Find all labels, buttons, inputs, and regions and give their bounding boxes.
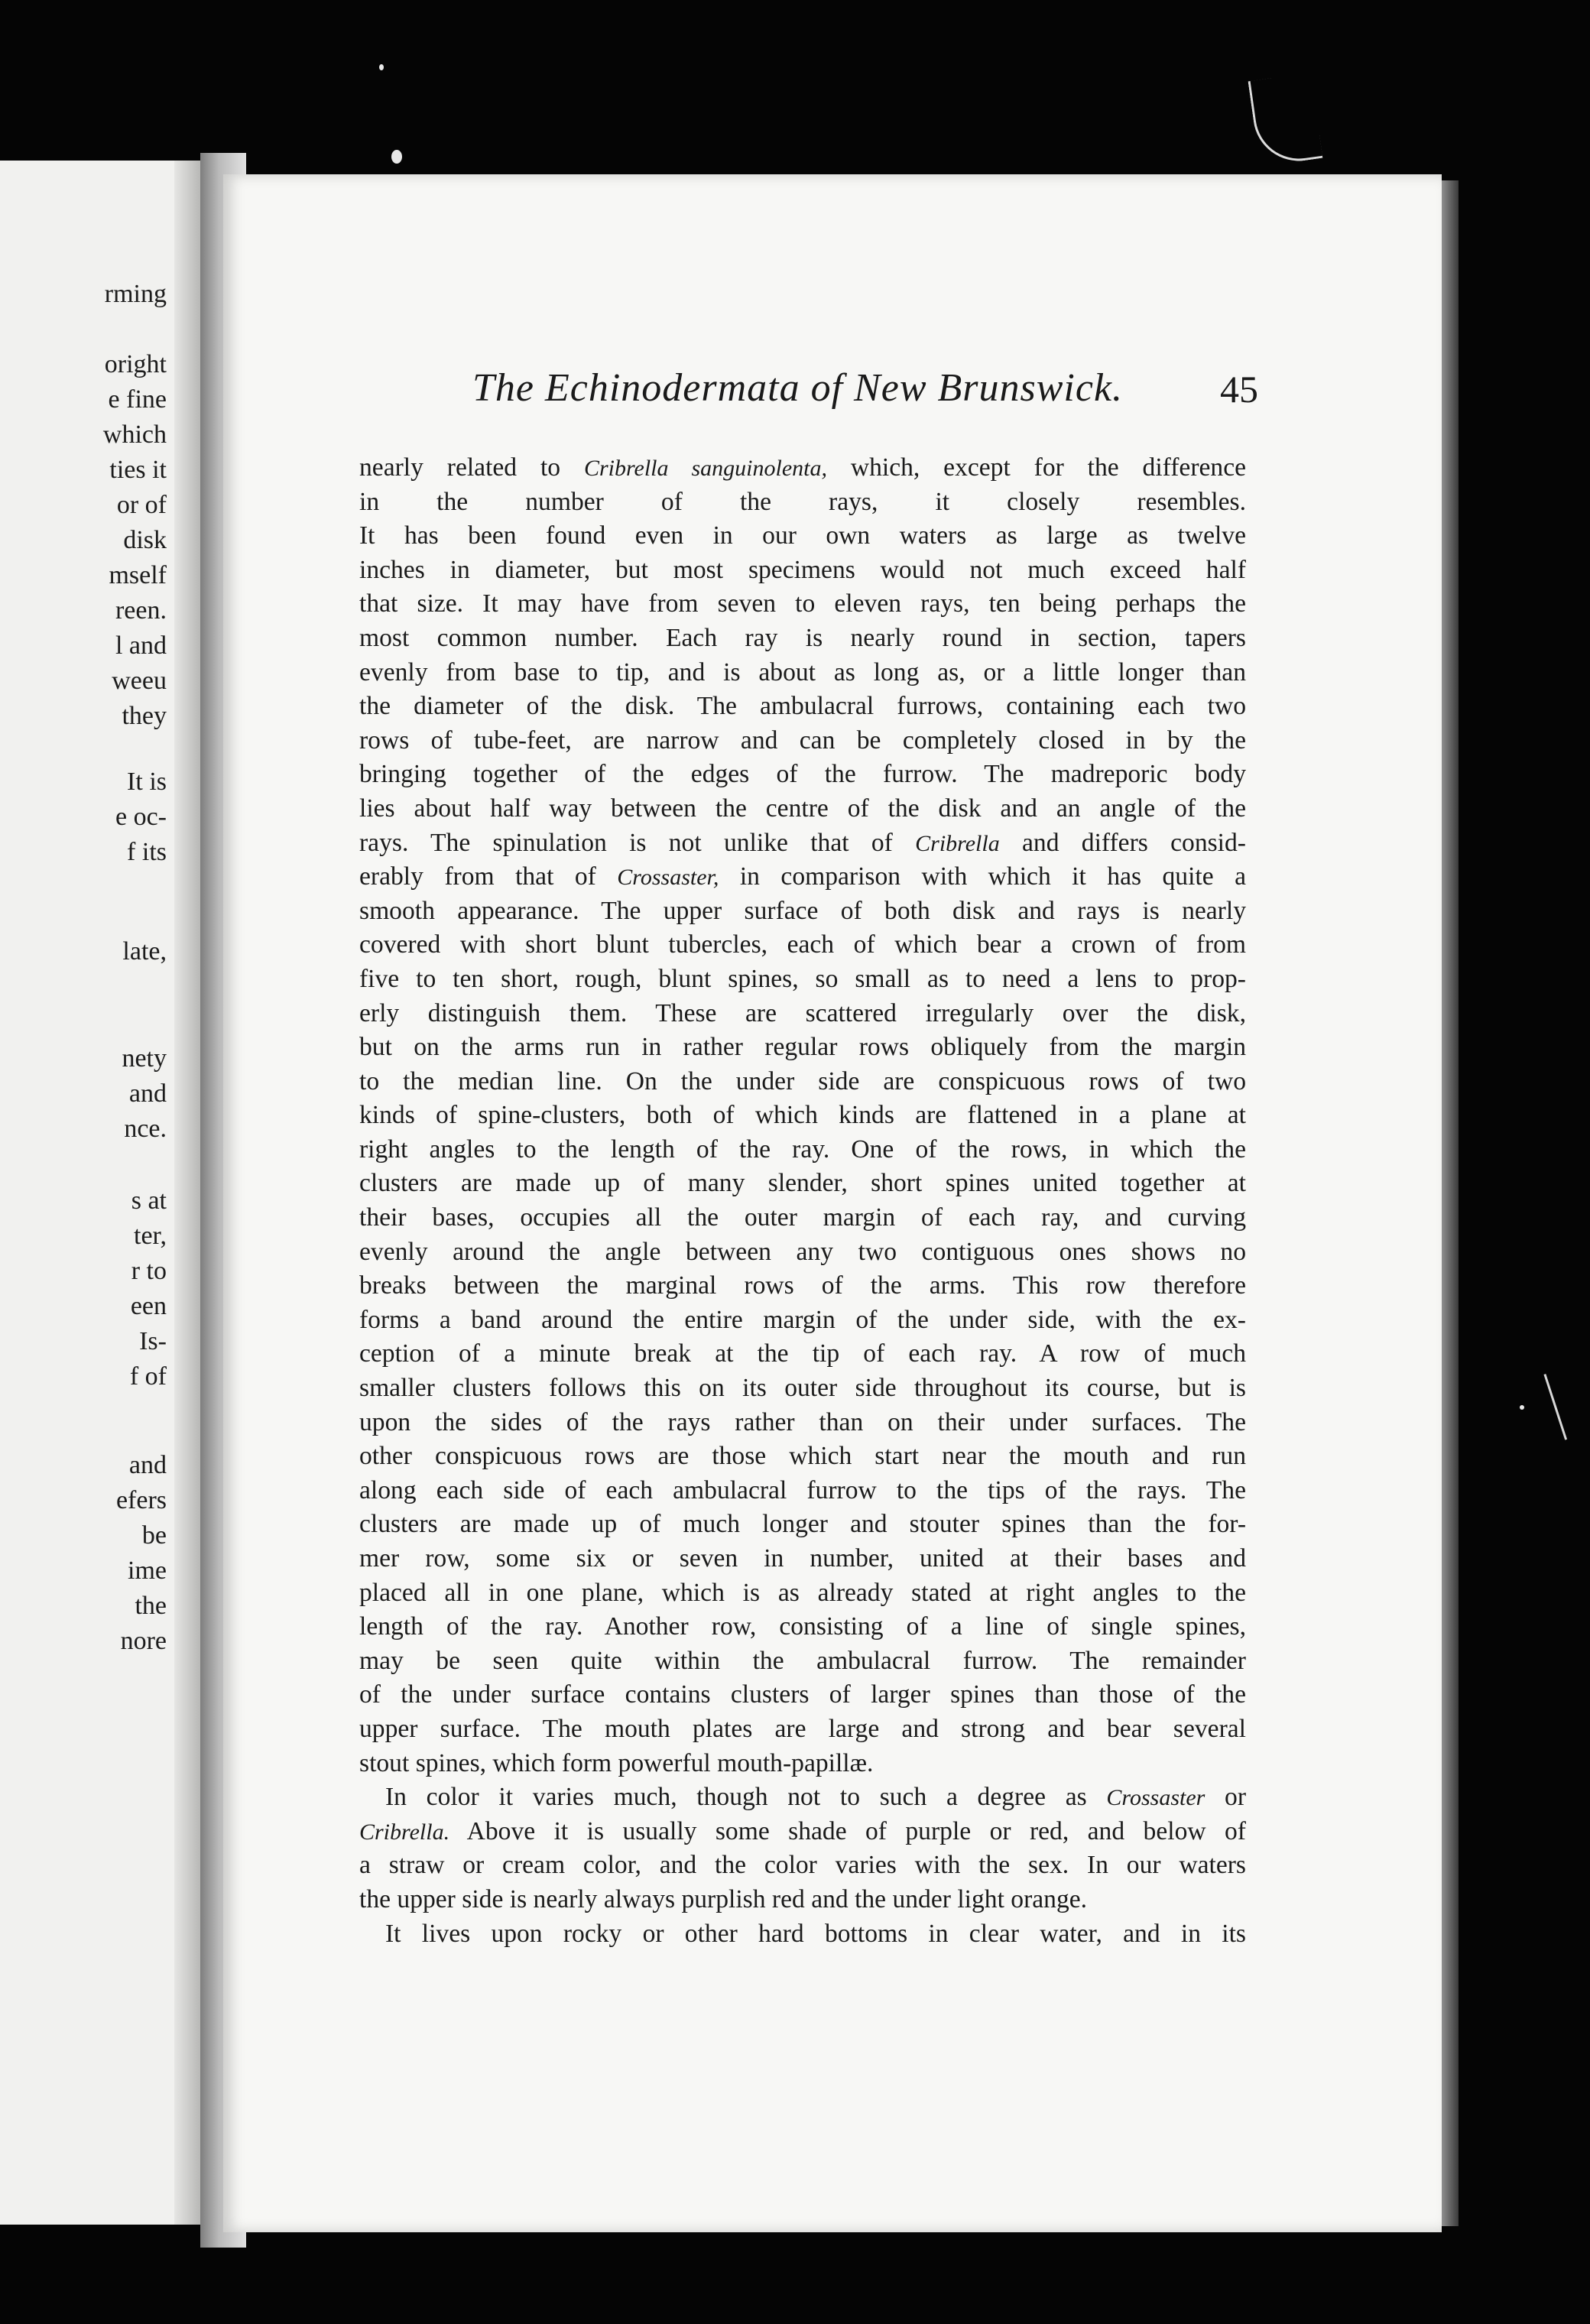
text-run: and differs consid- <box>999 828 1246 857</box>
text-run: In color it varies much, though not to such a degree as <box>385 1783 1107 1812</box>
text-line: erly distinguish them. These are scattered irregularly over the disk, <box>359 998 1246 1027</box>
body-text <box>359 451 1246 1951</box>
left-page-fragment: be <box>141 1521 167 1550</box>
page-number: 45 <box>1220 368 1258 411</box>
italic-taxon-name: Crossaster <box>1106 1785 1205 1811</box>
left-page-fragment: ties it <box>109 456 167 484</box>
text-line: clusters are made up of much longer and stouter spines than the for- <box>359 1510 1246 1539</box>
scan-speck <box>379 64 384 70</box>
text-run: Above it is usually some shade of purple or red, and below of <box>449 1816 1246 1845</box>
text-line: upon the sides of the rays rather than on their under surfaces. The <box>359 1407 1246 1436</box>
text-run: which, except for the difference <box>826 453 1246 482</box>
left-page-fragment: weeu <box>112 667 167 695</box>
left-facing-page <box>0 161 200 2225</box>
text-line: a straw or cream color, and the color varies with the sex. In our waters <box>359 1851 1246 1880</box>
left-page-fragment: the <box>135 1592 167 1620</box>
left-page-fragment: r to <box>131 1257 167 1285</box>
text-line: rows of tube-feet, are narrow and can be completely closed in by the <box>359 725 1246 755</box>
text-run: erably from that of <box>359 862 618 891</box>
text-line: five to ten short, rough, blunt spines, so small as to need a lens to prop- <box>359 964 1246 993</box>
text-line: most common number. Each ray is nearly round in section, tapers <box>359 623 1246 652</box>
text-line <box>359 826 1246 861</box>
text-line: right angles to the length of the ray. One of the rows, in which the <box>359 1134 1246 1164</box>
text-line: other conspicuous rows are those which start near the mouth and run <box>359 1442 1246 1471</box>
left-page-fragment: disk <box>123 526 167 554</box>
scan-mark <box>1522 1374 1567 1447</box>
left-page-fragment: oright <box>104 350 167 378</box>
text-line: ception of a minute break at the tip of each ray. A row of much <box>359 1339 1246 1368</box>
text-line: clusters are made up of many slender, short spines united together at <box>359 1169 1246 1198</box>
text-run: or <box>1205 1783 1247 1812</box>
left-page-gutter-shade <box>174 161 200 2225</box>
left-page-fragment: ter, <box>134 1222 167 1250</box>
left-page-fragment: l and <box>115 631 167 660</box>
text-line <box>359 1815 1246 1849</box>
left-page-fragment: and <box>128 1079 167 1108</box>
text-line: their bases, occupies all the outer margin of each ray, and curving <box>359 1203 1246 1232</box>
text-line: smooth appearance. The upper surface of both disk and rays is nearly <box>359 896 1246 925</box>
left-page-fragment: een <box>130 1292 167 1320</box>
text-line: may be seen quite within the ambulacral furrow. The remainder <box>359 1646 1246 1675</box>
text-line: that size. It may have from seven to eleven rays, ten being perhaps the <box>359 589 1246 618</box>
left-page-fragment: or of <box>116 491 167 519</box>
left-page-fragment: they <box>122 702 167 730</box>
text-line: along each side of each ambulacral furrow to the tips of the rays. The <box>359 1475 1246 1504</box>
left-page-fragment: f of <box>129 1362 167 1391</box>
left-page-fragment: f its <box>127 838 167 866</box>
scan-speck <box>391 150 402 164</box>
text-line: of the under surface contains clusters of larger spines than those of the <box>359 1680 1246 1709</box>
page-edge-shadow <box>1442 180 1459 2226</box>
left-page-fragment: reen. <box>115 596 167 625</box>
left-page-fragment: nety <box>122 1044 167 1073</box>
text-line: smaller clusters follows this on its outer side throughout its course, but is <box>359 1374 1246 1403</box>
left-page-fragment: Is- <box>139 1327 167 1355</box>
left-page-fragment: s at <box>131 1186 167 1215</box>
text-line: to the median line. On the under side are conspicuous rows of two <box>359 1066 1246 1095</box>
text-line <box>359 451 1246 485</box>
italic-taxon-name: Cribrella <box>915 830 1000 856</box>
text-line: forms a band around the entire margin of the under side, with the ex- <box>359 1305 1246 1334</box>
text-line: kinds of spine-clusters, both of which kinds are flattened in a plane at <box>359 1101 1246 1130</box>
text-line: It lives upon rocky or other hard bottoms in clear water, and in its <box>385 1919 1246 1948</box>
text-line: covered with short blunt tubercles, each of which bear a crown of from <box>359 930 1246 959</box>
text-line: mer row, some six or seven in number, united at their bases and <box>359 1544 1246 1573</box>
italic-taxon-name: Cribrella sanguinolenta, <box>583 456 827 481</box>
left-page-fragment: late, <box>122 937 167 966</box>
text-run: nearly related to <box>359 453 584 482</box>
text-line: stout spines, which form powerful mouth-papillæ. <box>359 1748 874 1777</box>
text-line: evenly around the angle between any two contiguous ones shows no <box>359 1237 1246 1266</box>
text-line: placed all in one plane, which is as already stated at right angles to the <box>359 1578 1246 1607</box>
text-line: length of the ray. Another row, consisting of a line of single spines, <box>359 1612 1246 1641</box>
left-page-fragment: mself <box>109 561 167 589</box>
italic-taxon-name: Cribrella. <box>359 1819 450 1845</box>
text-line <box>359 860 1246 894</box>
left-page-fragment: ime <box>128 1556 167 1585</box>
text-line: lies about half way between the centre of the disk and an angle of the <box>359 794 1246 823</box>
text-line: upper surface. The mouth plates are large and strong and bear several <box>359 1714 1246 1743</box>
left-page-fragment: which <box>102 420 167 449</box>
text-line: the diameter of the disk. The ambulacral furrows, containing each two <box>359 692 1246 721</box>
text-line: evenly from base to tip, and is about as long as, or a little longer than <box>359 657 1246 686</box>
text-line <box>359 1780 1246 1815</box>
left-page-fragment: rming <box>104 280 167 308</box>
left-page-fragment: nce. <box>124 1115 167 1143</box>
left-page-fragment: It is <box>127 768 167 796</box>
scan-mark <box>1248 73 1323 167</box>
italic-taxon-name: Crossaster, <box>617 865 719 891</box>
text-line: inches in diameter, but most specimens would not much exceed half <box>359 555 1246 584</box>
left-page-fragment: e fine <box>108 385 167 414</box>
left-page-fragment: e oc- <box>115 803 167 831</box>
text-line: breaks between the marginal rows of the arms. This row therefore <box>359 1271 1246 1300</box>
text-run: rays. The spinulation is not unlike that of <box>359 828 916 857</box>
text-line: bringing together of the edges of the furrow. The madreporic body <box>359 760 1246 789</box>
text-line: but on the arms run in rather regular rows obliquely from the margin <box>359 1033 1246 1062</box>
left-page-fragment: and <box>128 1451 167 1479</box>
left-page-fragment: efers <box>115 1486 167 1514</box>
left-page-fragment: nore <box>120 1627 167 1655</box>
text-line: It has been found even in our own waters as large as twelve <box>359 521 1246 550</box>
text-line: in the number of the rays, it closely resembles. <box>359 487 1246 516</box>
text-line: the upper side is nearly always purplish red and the under light orange. <box>359 1884 1088 1913</box>
text-run: in comparison with which it has quite a <box>719 862 1246 891</box>
running-head: The Echinodermata of New Brunswick. <box>472 366 1124 410</box>
scan-speck <box>1520 1405 1524 1410</box>
